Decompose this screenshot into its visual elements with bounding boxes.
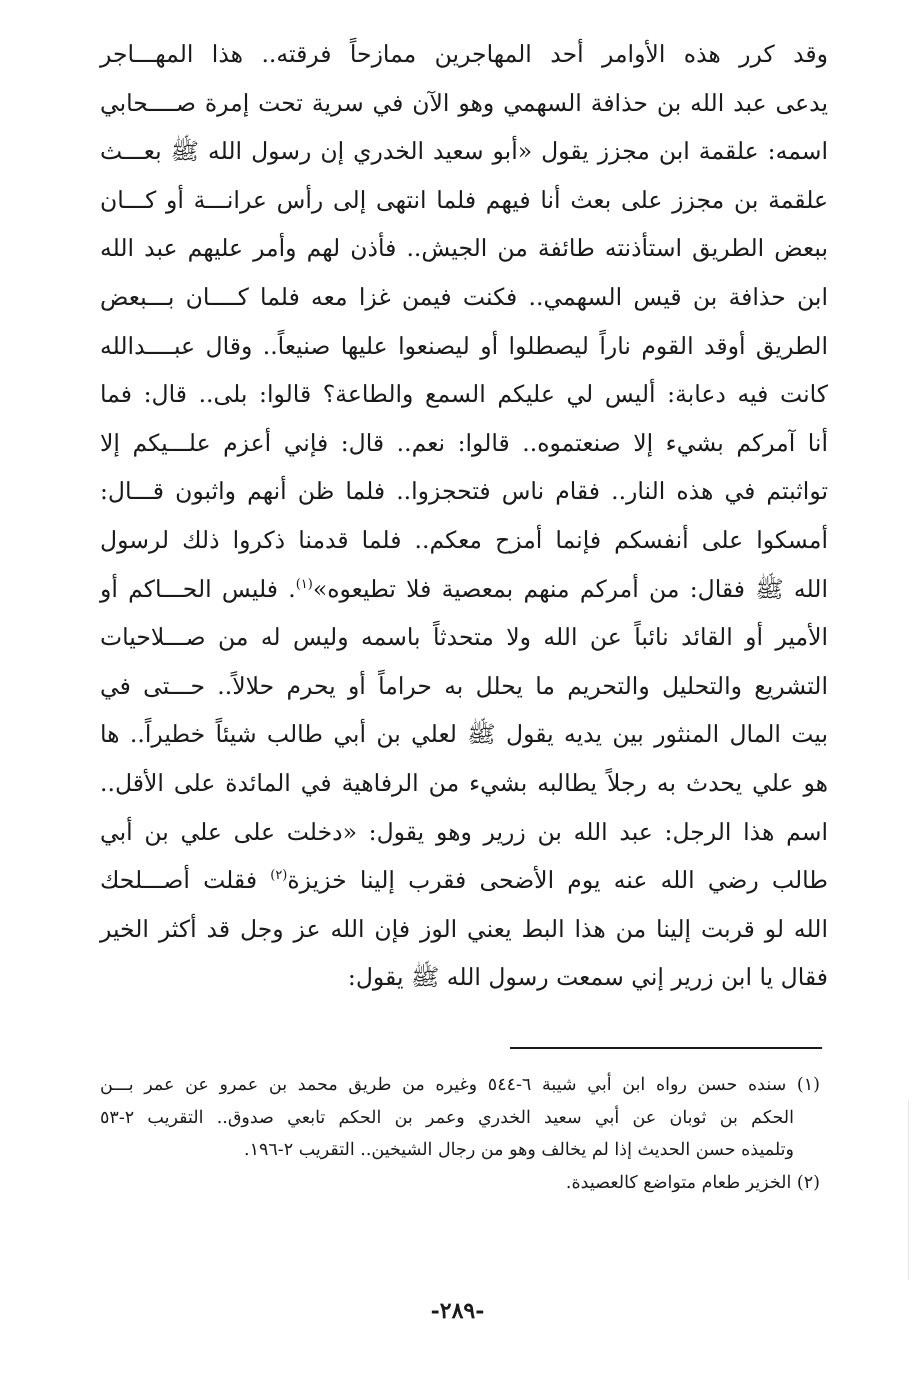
page-number: -٢٨٩- (430, 1298, 485, 1324)
text-line: اسمه: علقمة ابن مجزز يقول «أبو سعيد الخدري إن رسول الله ﷺ بعـــث (100, 137, 828, 166)
text-segment: فقلت أصـــلحك (100, 866, 271, 895)
text-line-with-footnote (100, 565, 828, 614)
text-line: الطريق أوقد القوم ناراً ليصطلوا أو ليصنعوا عليها صنيعاً.. وقال عبــــدالله (100, 331, 828, 360)
text-line: الله لو قربت إلينا من هذا البط يعني الوز فإن الله عز وجل قد أكثر الخير (100, 914, 828, 943)
footnote-1-line: الحكم بن ثوبان عن أبي سعيد الخدري وعمر بن الحكم تابعي صدوق.. التقريب ٢-٥٣ (100, 1107, 794, 1128)
text-segment: طالب رضي الله عنه يوم الأضحى فقرب إلينا خزيزة (287, 866, 828, 895)
text-line: تواثبتم في هذه النار.. فقام ناس فتحجزوا.. فلما ظن أنهم واثبون قـــال: (100, 477, 828, 506)
footnote-separator (510, 1047, 822, 1049)
text-line: بيت المال المنثور بين يديه يقول ﷺ لعلي بن أبي طالب شيئاً خطيراً.. ها (100, 720, 828, 749)
text-line: هو علي يحدث به رجلاً يطالبه بشيء من الرفاهية في المائدة على الأقل.. (100, 768, 828, 797)
scan-edge-mark (908, 1100, 909, 1280)
footnote-marker-1: (١) (295, 576, 313, 592)
text-line: علقمة بن مجزز على بعث أنا فيهم فلما انتهى إلى رأس عرانـــة أو كـــان (100, 185, 828, 214)
main-text (100, 30, 828, 1002)
footnotes (100, 1069, 820, 1199)
text-line: أمسكوا على أنفسكم فإنما أمزح معكم.. فلما قدمنا ذكروا ذلك لرسول (100, 525, 828, 554)
text-segment: الله ﷺ فقال: من أمركم منهم بمعصية فلا تطيعوه» (312, 574, 828, 603)
text-line: ببعض الطريق استأذنته طائفة من الجيش.. فأذن لهم وأمر عليهم عبد الله (100, 234, 828, 263)
text-line: كانت فيه دعابة: أليس لي عليكم السمع والطاعة؟ قالوا: بلى.. قال: فما (100, 380, 828, 409)
footnote-marker-2: (٢) (270, 868, 288, 884)
footnote-1-line: (١) سنده حسن رواه ابن أبي شيبة ٦-٥٤٤ وغيره من طريق محمد بن عمرو عن عمر بـــن (100, 1075, 820, 1095)
text-line: وقد كرر هذه الأوامر أحد المهاجرين ممازحاً فرقته.. هذا المهـــاجر (100, 40, 828, 68)
footnote-2: (٢) الخزير طعام متواضع كالعصيدة. (565, 1172, 820, 1193)
text-line: ابن حذافة بن قيس السهمي.. فكنت فيمن غزا معه فلما كــــان بـــبعض (100, 282, 828, 311)
text-line: اسم هذا الرجل: عبد الله بن زرير وهو يقول: «دخلت على علي بن أبي (100, 817, 828, 846)
text-line: الأمير أو القائد نائباً عن الله ولا متحدثاً باسمه وليس له من صـــلاحيات (100, 623, 828, 652)
text-line-with-footnote (100, 856, 828, 905)
footnote-1-line: وتلميذه حسن الحديث إذا لم يخالف وهو من رجال الشيخين.. التقريب ٢-١٩٦. (244, 1140, 794, 1160)
text-line: أنا آمركم بشيء إلا صنعتموه.. قالوا: نعم.. قال: فإني أعزم علـــيكم إلا (100, 428, 828, 457)
text-line: يدعى عبد الله بن حذافة السهمي وهو الآن في سرية تحت إمرة صــــحابي (100, 88, 828, 117)
text-segment: . فليس الحـــاكم أو (100, 574, 296, 603)
text-line: التشريع والتحليل والتحريم ما يحلل به حراماً أو يحرم حلالاً.. حـــتى في (100, 671, 828, 700)
text-line: فقال يا ابن زرير إني سمعت رسول الله ﷺ يقول: (347, 963, 828, 992)
